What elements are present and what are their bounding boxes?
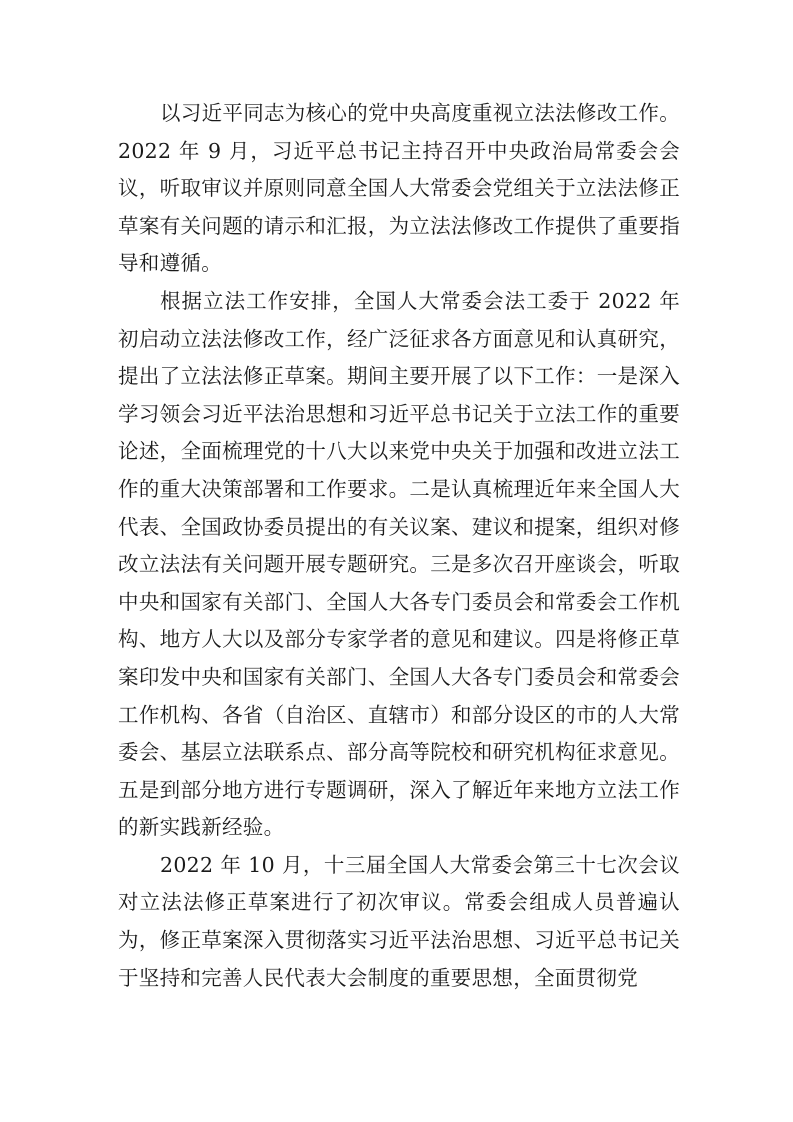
paragraph-1: 以习近平同志为核心的党中央高度重视立法法修改工作。2022 年 9 月，习近平总书记主持召开中央政治局常委会会议，听取审议并原则同意全国人大常委会党组关于立法法修正草案有关问题的请示和汇报，为立法法修改工作提供了重要指导和遵循。: [118, 101, 680, 276]
document-body: [118, 95, 680, 997]
paragraph-3: 2022 年 10 月，十三届全国人大常委会第三十七次会议对立法法修正草案进行了初次审议。常委会组成人员普遍认为，修正草案深入贯彻落实习近平法治思想、习近平总书记关于坚持和完善人民代表大会制度的重要思想，全面贯彻党: [118, 852, 680, 990]
paragraph-2: 根据立法工作安排，全国人大常委会法工委于 2022 年初启动立法法修改工作，经广泛征求各方面意见和认真研究，提出了立法法修正草案。期间主要开展了以下工作：一是深入学习领会习近平法治思想和习近平总书记关于立法工作的重要论述，全面梳理党的十八大以来党中央关于加强和改进立法工作的重大决策部署和工作要求。二是认真梳理近年来全国人大代表、全国政协委员提出的有关议案、建议和提案，组织对修改立法法有关问题开展专题研究。三是多次召开座谈会，听取中央和国家有关部门、全国人大各专门委员会和常委会工作机构、地方人大以及部分专家学者的意见和建议。四是将修正草案印发中央和国家有关部门、全国人大各专门委员会和常委会工作机构、各省（自治区、直辖市）和部分设区的市的人大常委会、基层立法联系点、部分高等院校和研究机构征求意见。五是到部分地方进行专题调研，深入了解近年来地方立法工作的新实践新经验。: [118, 288, 680, 840]
